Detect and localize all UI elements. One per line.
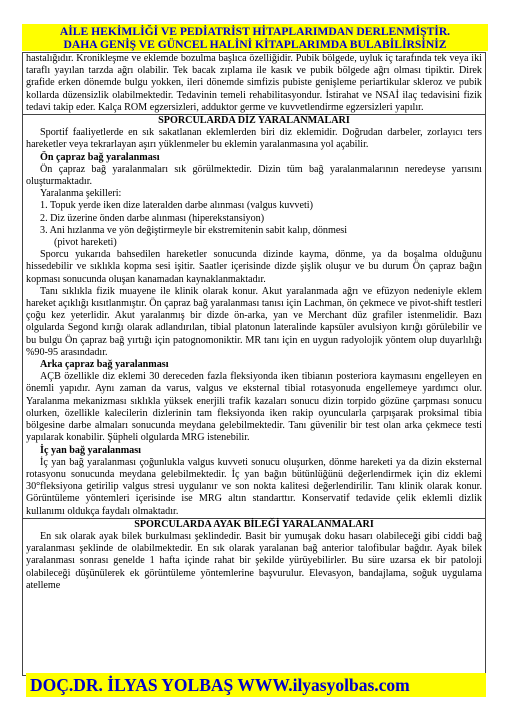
mcl-subtitle: İç yan bağ yaralanması (40, 444, 141, 456)
header-line-1: AİLE HEKİMLİĞİ VE PEDİATRİST HİTAPLARIMDAN DERLENMİŞTİR. (59, 25, 451, 38)
acl-paragraph-1: Ön çapraz bağ yaralanmaları sık görülmektedir. Dizin tüm bağ yaralanmalarının neredeyse yarısını oluşturmaktadır. (26, 163, 482, 188)
pcl-subtitle: Arka çapraz bağ yaralanması (40, 359, 169, 371)
pcl-paragraph: AÇB özellikle diz eklemi 30 dereceden fazla fleksiyonda iken tibianın posteriora kaymasını engelleyen en önemli yapıdır. Aynı zaman da varus, valgus ve eksternal tibial rotasyonuda engellemeye yardımcı olur. Yaralanma mekanizması sıklıkla yüksek enerjili trafik kazaları sonucu dizin torpido gözüne çarpması sonucu olurken, özellikle kalecilerin dizlerinin tam fleksiyonda iken rakip oyuncularla çarpışarak proksimal tibia bölgesine darbe almaları sonucunda meydana gelebilmektedir. Tanı güvenilir bir test olan arka çekmece testi yapılarak konabilir. Şüpheli olgularda MRG istenebilir. (26, 371, 482, 444)
document-header (22, 24, 488, 51)
acl-list-item: 3. Ani hızlanma ve yön değiştirmeyle bir ekstremitenin sabit kalıp, dönmesi (40, 224, 348, 236)
intro-paragraph: hastalığıdır. Kronikleşme ve eklemde bozulma başlıca özelliğidir. Pubik bölgede, uyluk iç tarafında tek veya iki taraflı yayılan tarzda ağrı olabilir. Tek bacak zıplama ile kasık ve pubik bölgede ağrı olması tipiktir. Direk grafide erken dönemde bulgu yokken, ileri dönemde simfizis pubiste genişleme periartikular skleroz ve pubik kollarda düzensizlik olabilmektedir. Tedavinin temeli rehabilitasyondur. İstirahat ve NSAİ ilaç tedavisini fizik tedavi takip eder. Kalça ROM egzersizleri, adduktor germe ve kuvvetlendirme egzersizleri yapılır. (26, 53, 482, 113)
author-footer: DOÇ.DR. İLYAS YOLBAŞ WWW.ilyasyolbas.com (26, 673, 486, 697)
acl-paragraph-2: Sporcu yukarıda bahsedilen hareketler sonucunda dizinde kayma, dönme, ya da boşalma olduğunu hissedebilir ve sıklıkla kopma sesi işitir. Saatler içerisinde dizde şişlik oluşur ve bu durum Ön çapraz bağın kopması sonucunda oluşan kanamadan kaynaklanmaktadır. (26, 249, 482, 285)
acl-list-title: Yaralanma şekilleri: (40, 188, 122, 200)
document-body (22, 52, 486, 676)
ankle-paragraph: En sık olarak ayak bilek burkulması şeklindedir. Basit bir yumuşak doku hasarı olabileceği gibi ciddi bağ yaralanması şeklinde de olabilmektedir. En sık olarak yaralanan bağ anterior talofibular bağdır. Ayak bilek yaralanması sonrası genelde 1 hafta içinde rahat bir şekilde yürüyebilirler. Bu süre uzarsa ek bir patoloji olabileceği düşünülerek ek görüntüleme yöntemlerine başvurulur. Elevasyon, bandajlama, soğuk uygulama atelleme (26, 530, 482, 591)
ankle-section-title: SPORCULARDA AYAK BİLEĞİ YARALANMALARI (134, 518, 374, 530)
knee-intro-paragraph: Sportif faaliyetlerde en sık sakatlanan eklemlerden biri diz eklemidir. Doğrudan darbeler, zorlayıcı ters hareketler veya tekrarlayan aşırı yüklenmeler bu eklemin yaralanmasına yol açabilir. (26, 127, 482, 151)
mcl-paragraph: İç yan bağ yaralanması çoğunlukla valgus kuvveti sonucu oluşurken, dönme hareketi ya da dizin eksternal rotasyonu sonucunda meydana gelebilmektedir. İç yan bağın bütünlüğünü değerlendirmek için diz eklemi 30°fleksiyona getirilip valgus stresi uygulanır ve son nokta kalitesi değerlendirilir. Tanı klinik olarak konur. Görüntüleme yöntemleri içerisinde ise MRG altın standarttır. Konservatif tedavide çelik eklemli dizlik kullanımı oldukça faydalı olmaktadır. (26, 456, 482, 517)
acl-list-item: 2. Diz üzerine önden darbe alınması (hiperekstansiyon) (40, 212, 265, 224)
acl-list-item: (pivot hareketi) (54, 237, 117, 249)
acl-subtitle: Ön çapraz bağ yaralanması (40, 151, 160, 163)
knee-section-title: SPORCULARDA DİZ YARALANMALARI (158, 115, 350, 127)
header-line-2: DAHA GENİŞ VE GÜNCEL HALİNİ KİTAPLARIMDA BULABİLİRSİNİZ (63, 38, 447, 51)
acl-list-item: 1. Topuk yerde iken dize lateralden darbe alınması (valgus kuvveti) (40, 200, 313, 212)
acl-paragraph-3: Tanı sıklıkla fizik muayene ile klinik olarak konur. Akut yaralanmada ağrı ve efüzyon nedeniyle eklem hareket açıklığı kısıtlanmıştır. Ön çapraz bağ yaralanması tanısı için Lachman, ön çekmece ve pivot-shift testleri çoğu kez yeterlidir. Akut yaralanmış bir dizde ön-arka, yan ve Merchant düz grafiler istenmelidir. Bazı olgularda Segond kırığı olarak adlandırılan, tibial platonun lateralinde kapsüler avulsiyon kırığı görülebilir ve bu bulgu Ön çapraz bağ yırtığı için patognomoniktir. MR tanı için en uygun radyolojik yöntem olup duyarlılığı %90-95 arasındadır. (26, 285, 482, 358)
